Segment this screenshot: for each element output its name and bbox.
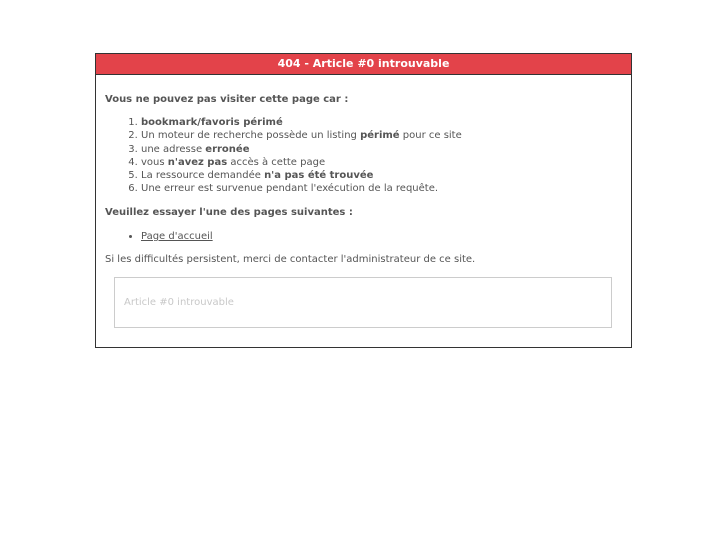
- reason-item: 6. Une erreur est survenue pendant l'exécution de la requête.: [141, 182, 462, 195]
- suggestions-list: [105, 230, 213, 243]
- error-panel: [95, 53, 632, 348]
- reason-item: 5. La ressource demandée n'a pas été trouvée: [141, 169, 462, 182]
- home-page-link[interactable]: Page d'accueil: [141, 231, 213, 242]
- reason-item: 2. Un moteur de recherche possède un listing périmé pour ce site: [141, 129, 462, 142]
- contact-message: Si les difficultés persistent, merci de contacter l'administrateur de ce site.: [105, 254, 476, 265]
- reason-item: 3. une adresse erronée: [141, 143, 462, 156]
- suggestions-heading: Veuillez essayer l'une des pages suivantes :: [105, 207, 353, 218]
- reasons-list: [105, 116, 462, 196]
- error-detail-box: [114, 277, 612, 328]
- list-item: [141, 230, 213, 243]
- reasons-heading: Vous ne pouvez pas visiter cette page car :: [105, 94, 349, 105]
- error-detail-message: Article #0 introuvable: [124, 297, 234, 308]
- error-title: 404 - Article #0 introuvable: [96, 54, 631, 75]
- reason-item: 1. bookmark/favoris périmé: [141, 116, 462, 129]
- reason-item: 4. vous n'avez pas accès à cette page: [141, 156, 462, 169]
